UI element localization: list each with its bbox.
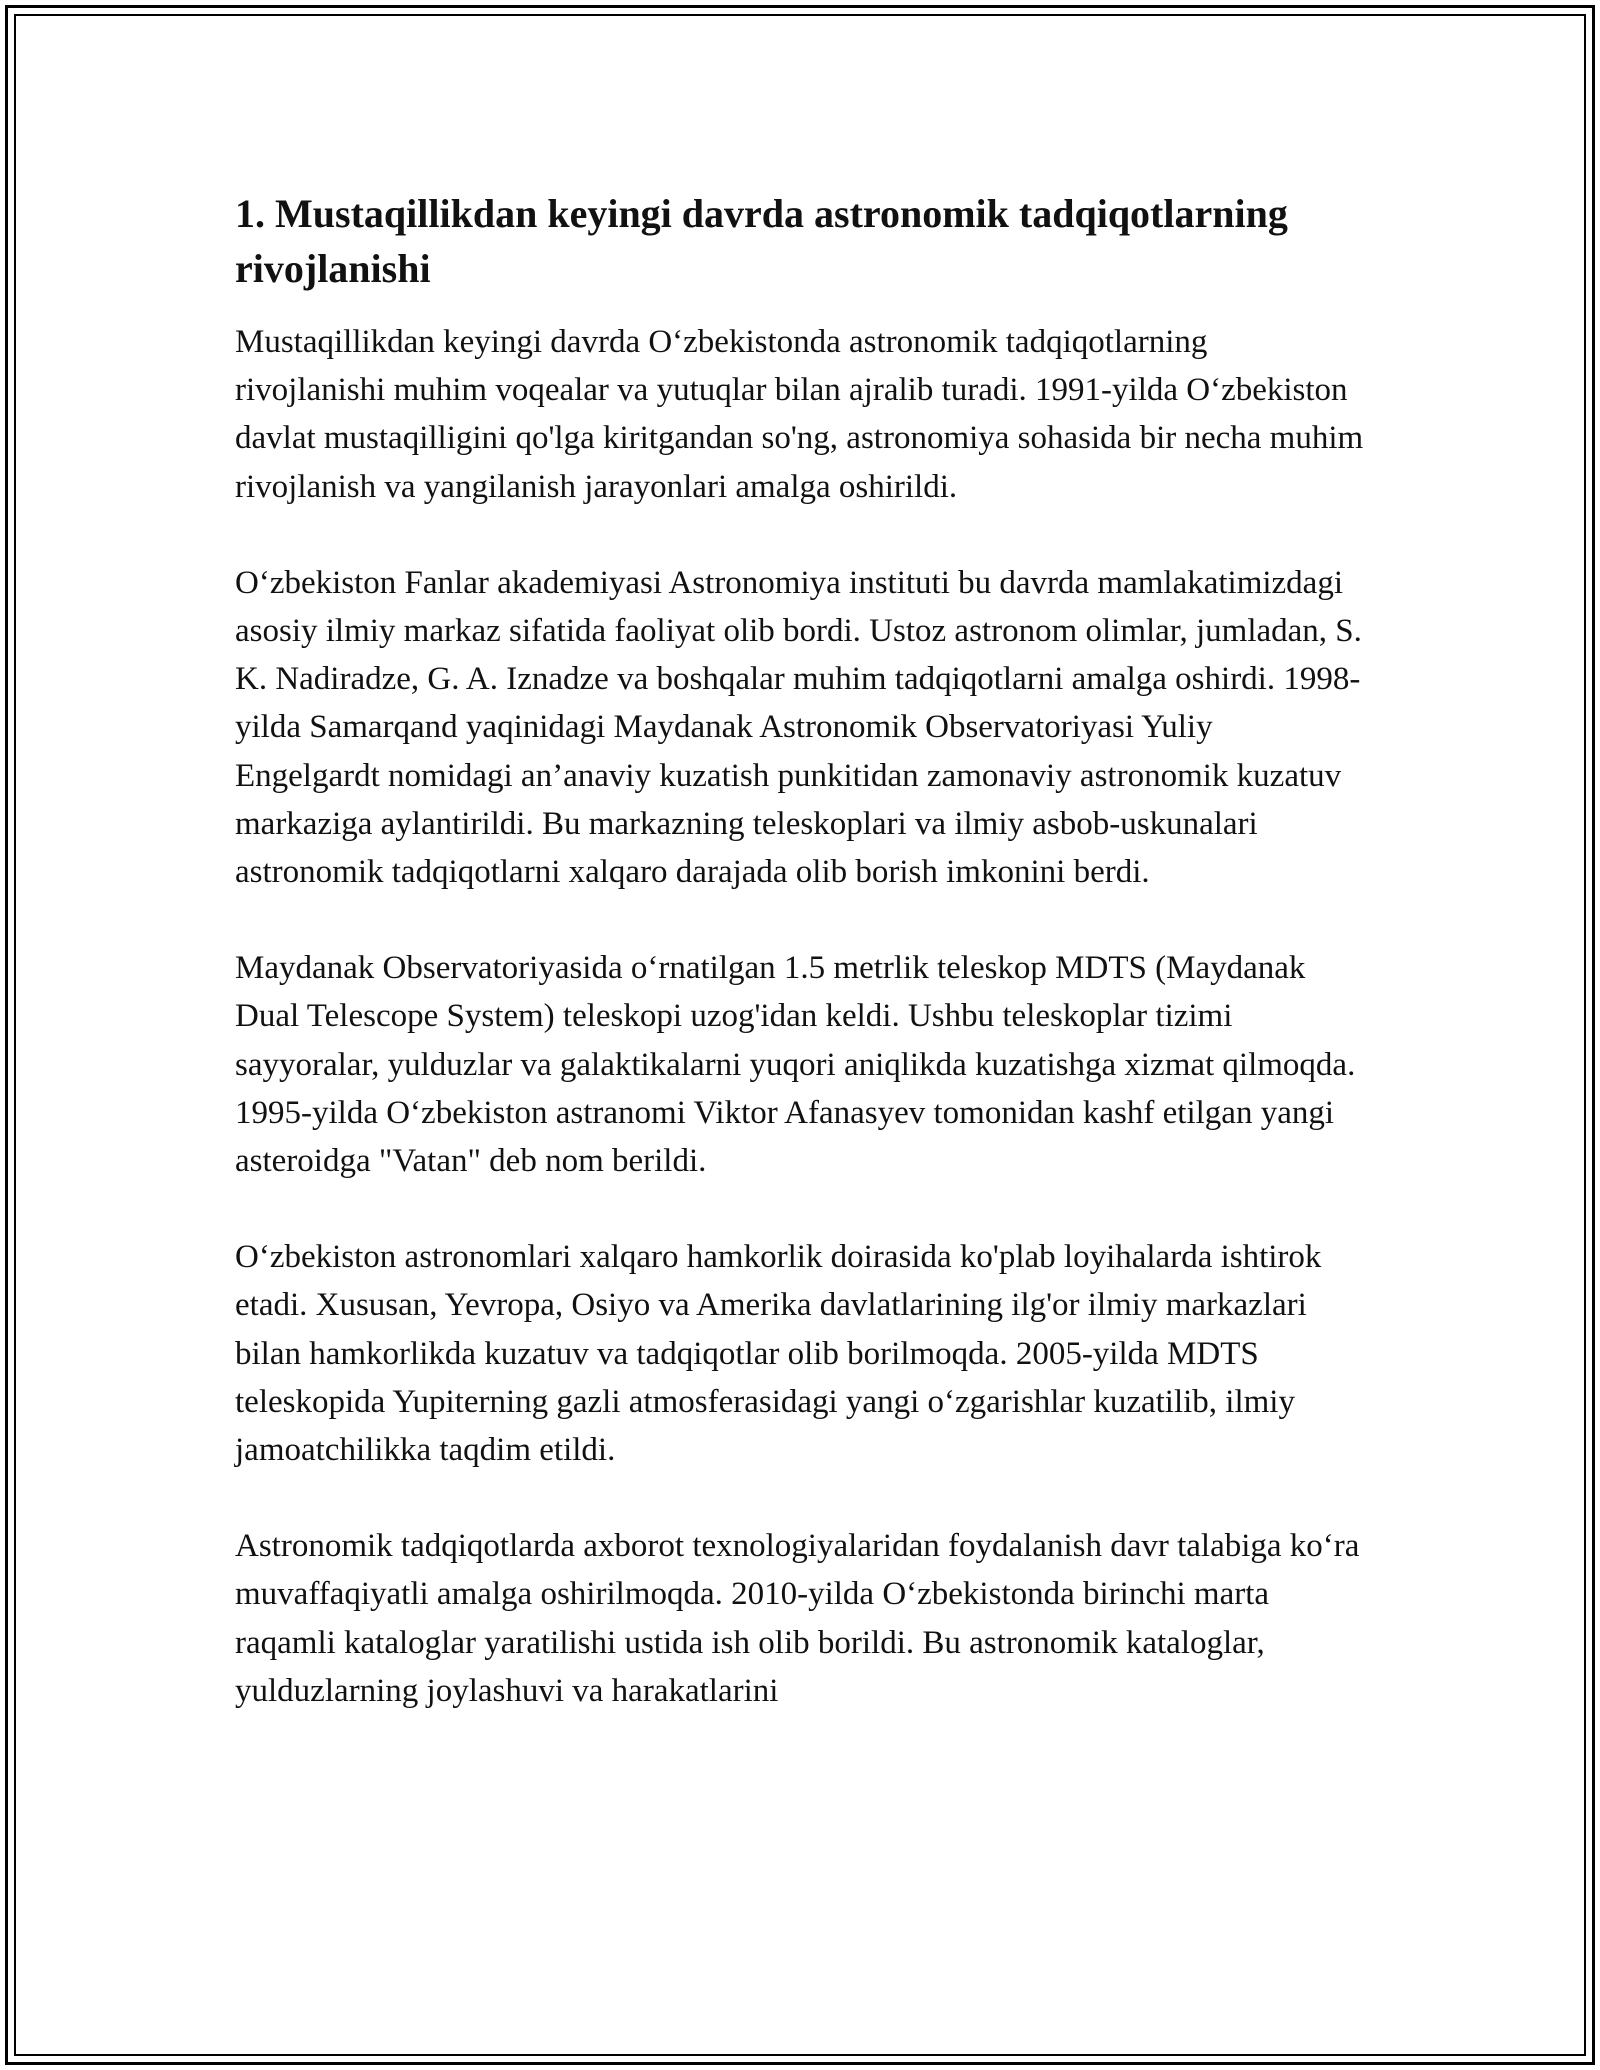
- paragraph-3: Maydanak Observatoriyasida o‘rnatilgan 1.5 metrlik teleskop MDTS (Maydanak Dual Telescope System) teleskopi uzog'idan keldi. Ushbu teleskoplar tizimi sayyoralar, yulduzlar va galaktikalarni yuqori aniqlikda kuzatishga xizmat qilmoqda. 1995-yilda O‘zbekiston astranomi Viktor Afanasyev tomonidan kashf etilgan yangi asteroidga "Vatan" deb nom berildi.: [235, 950, 1356, 1180]
- page-title: 1. Mustaqillikdan keyingi davrda astronomik tadqiqotlarning rivojlanishi: [235, 191, 1288, 291]
- paragraph-2: O‘zbekiston Fanlar akademiyasi Astronomiya instituti bu davrda mamlakatimizdagi asosiy ilmiy markaz sifatida faoliyat olib bordi. Ustoz astronom olimlar, jumladan, S. K. Nadiradze, G. A. Iznadze va boshqalar muhim tadqiqotlarni amalga oshirdi. 1998-yilda Samarqand yaqinidagi Maydanak Astronomik Observatoriyasi Yuliy Engelgardt nomidagi an’anaviy kuzatish punkitidan zamonaviy astronomik kuzatuv markaziga aylantirildi. Bu markazning teleskoplari va ilmiy asbob-uskunalari astronomik tadqiqotlarni xalqaro darajada olib borish imkonini berdi.: [235, 564, 1362, 891]
- document-body: [235, 186, 1365, 1763]
- paragraph-4: O‘zbekiston astronomlari xalqaro hamkorlik doirasida ko'plab loyihalarda ishtirok etadi. Xususan, Yevropa, Osiyo va Amerika davlatlarining ilg'or ilmiy markazlari bilan hamkorlikda kuzatuv va tadqiqotlar olib borilmoqda. 2005-yilda MDTS teleskopida Yupiterning gazli atmosferasidagi yangi o‘zgarishlar kuzatilib, ilmiy jamoatchilikka taqdim etildi.: [235, 1239, 1322, 1469]
- paragraph-1: Mustaqillikdan keyingi davrda O‘zbekistonda astronomik tadqiqotlarning rivojlanishi muhim voqealar va yutuqlar bilan ajralib turadi. 1991-yilda O‘zbekiston davlat mustaqilligini qo'lga kiritgandan so'ng, astronomiya sohasida bir necha muhim rivojlanish va yangilanish jarayonlari amalga oshirildi.: [235, 324, 1364, 505]
- paragraph-5: Astronomik tadqiqotlarda axborot texnologiyalaridan foydalanish davr talabiga ko‘ra muvaffaqiyatli amalga oshirilmoqda. 2010-yilda O‘zbekistonda birinchi marta raqamli kataloglar yaratilishi ustida ish olib borildi. Bu astronomik kataloglar, yulduzlarning joylashuvi va harakatlarini: [235, 1528, 1360, 1709]
